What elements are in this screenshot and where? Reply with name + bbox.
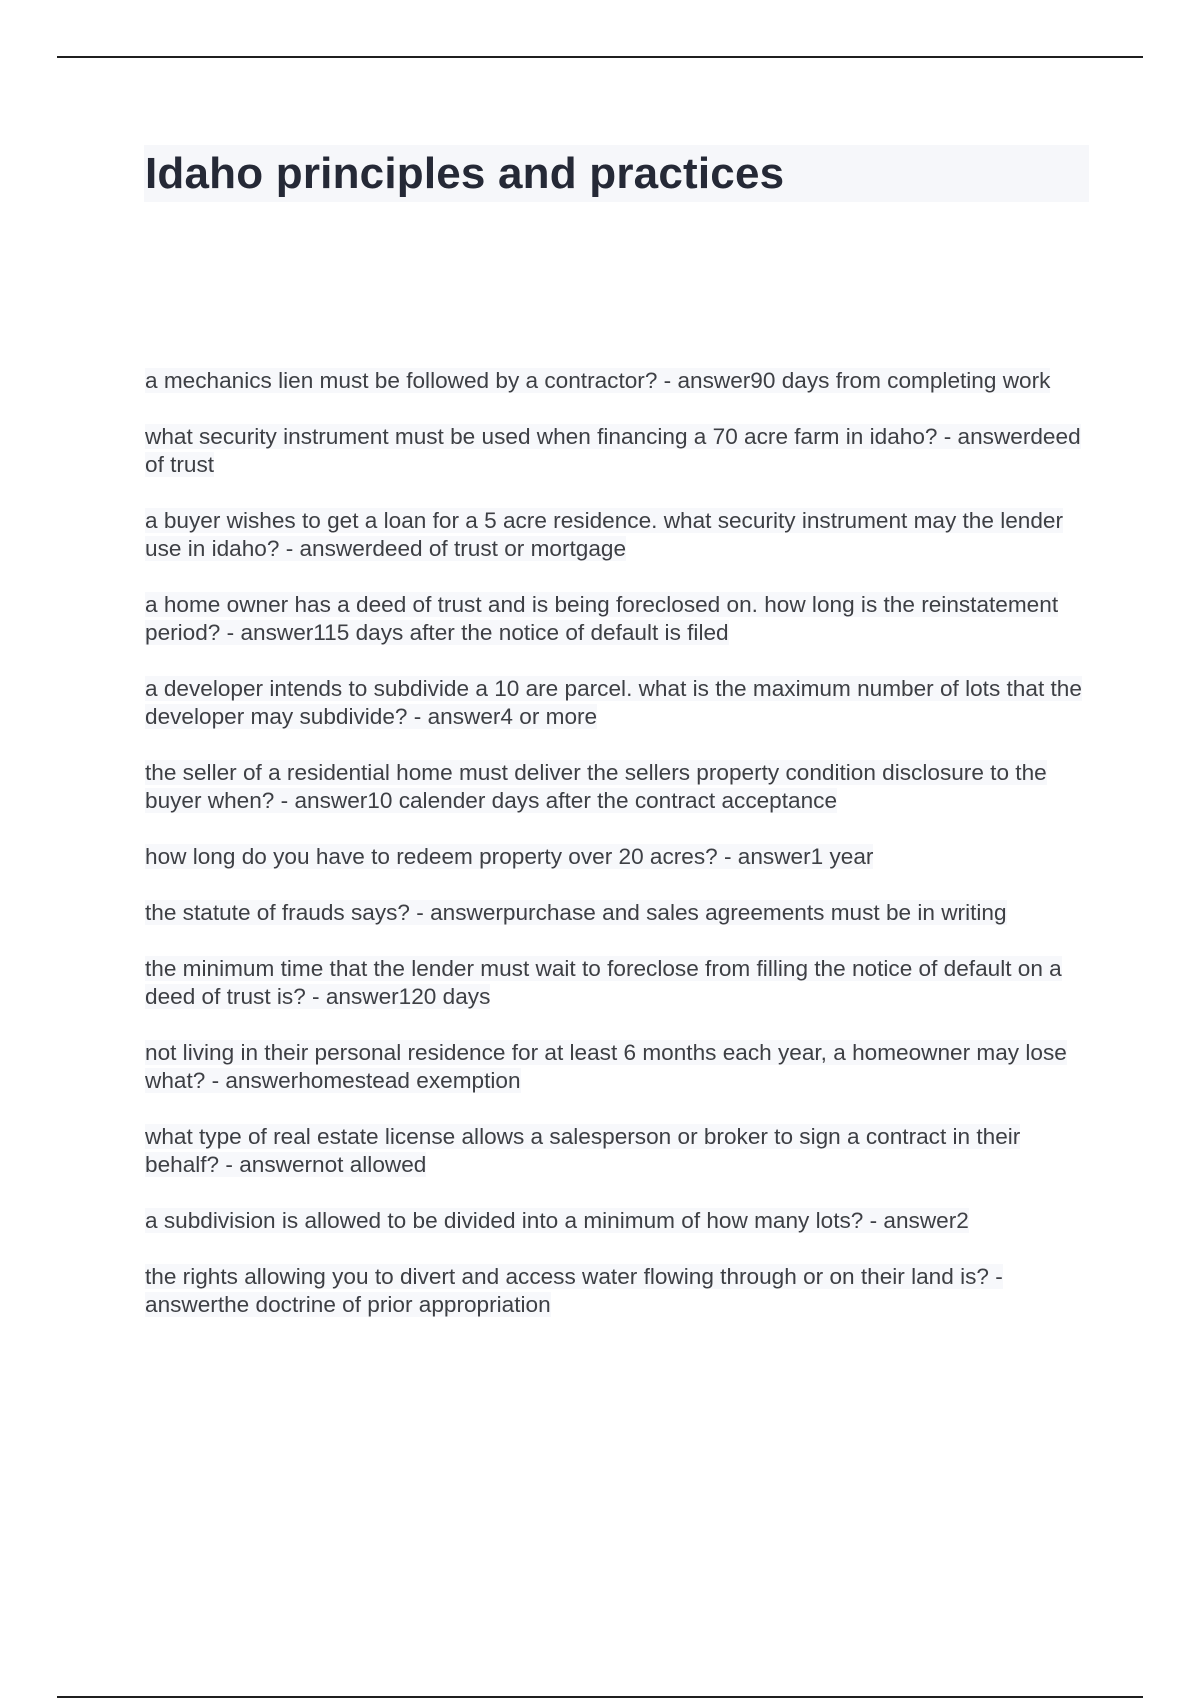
qa-text: the rights allowing you to divert and access water flowing through or on their land is? - answerthe doctrine of prior appropriation bbox=[145, 1264, 1003, 1317]
qa-text: a buyer wishes to get a loan for a 5 acre residence. what security instrument may the lender use in idaho? - answerdeed of trust or mortgage bbox=[145, 508, 1064, 561]
qa-item bbox=[145, 675, 1090, 731]
qa-item bbox=[145, 1263, 1090, 1319]
qa-text: the statute of frauds says? - answerpurchase and sales agreements must be in writing bbox=[145, 900, 1007, 925]
bottom-rule bbox=[57, 1696, 1143, 1698]
qa-text: a subdivision is allowed to be divided into a minimum of how many lots? - answer2 bbox=[145, 1208, 969, 1233]
qa-item bbox=[145, 423, 1090, 479]
qa-item bbox=[145, 759, 1090, 815]
qa-item bbox=[145, 899, 1090, 927]
qa-text: how long do you have to redeem property over 20 acres? - answer1 year bbox=[145, 844, 874, 869]
qa-item bbox=[145, 955, 1090, 1011]
qa-item bbox=[145, 1207, 1090, 1235]
qa-text: a mechanics lien must be followed by a contractor? - answer90 days from completing work bbox=[145, 368, 1051, 393]
qa-item bbox=[145, 507, 1090, 563]
top-rule bbox=[57, 56, 1143, 58]
qa-text: what type of real estate license allows a salesperson or broker to sign a contract in their behalf? - answernot allowed bbox=[145, 1124, 1021, 1177]
qa-item bbox=[145, 843, 1090, 871]
page-title: Idaho principles and practices bbox=[145, 149, 785, 198]
qa-item bbox=[145, 1039, 1090, 1095]
qa-text: the seller of a residential home must deliver the sellers property condition disclosure to the buyer when? - answer10 calender days after the contract acceptance bbox=[145, 760, 1047, 813]
qa-item bbox=[145, 1123, 1090, 1179]
qa-text: a home owner has a deed of trust and is being foreclosed on. how long is the reinstatement period? - answer115 days after the notice of default is filed bbox=[145, 592, 1059, 645]
qa-text: the minimum time that the lender must wait to foreclose from filling the notice of default on a deed of trust is? - answer120 days bbox=[145, 956, 1062, 1009]
qa-text: what security instrument must be used when financing a 70 acre farm in idaho? - answerdeed of trust bbox=[145, 424, 1081, 477]
qa-item bbox=[145, 367, 1090, 395]
qa-item bbox=[145, 591, 1090, 647]
qa-list bbox=[145, 367, 1090, 1347]
qa-text: a developer intends to subdivide a 10 are parcel. what is the maximum number of lots that the developer may subdivide? - answer4 or more bbox=[145, 676, 1082, 729]
qa-text: not living in their personal residence for at least 6 months each year, a homeowner may lose what? - answerhomestead exemption bbox=[145, 1040, 1067, 1093]
